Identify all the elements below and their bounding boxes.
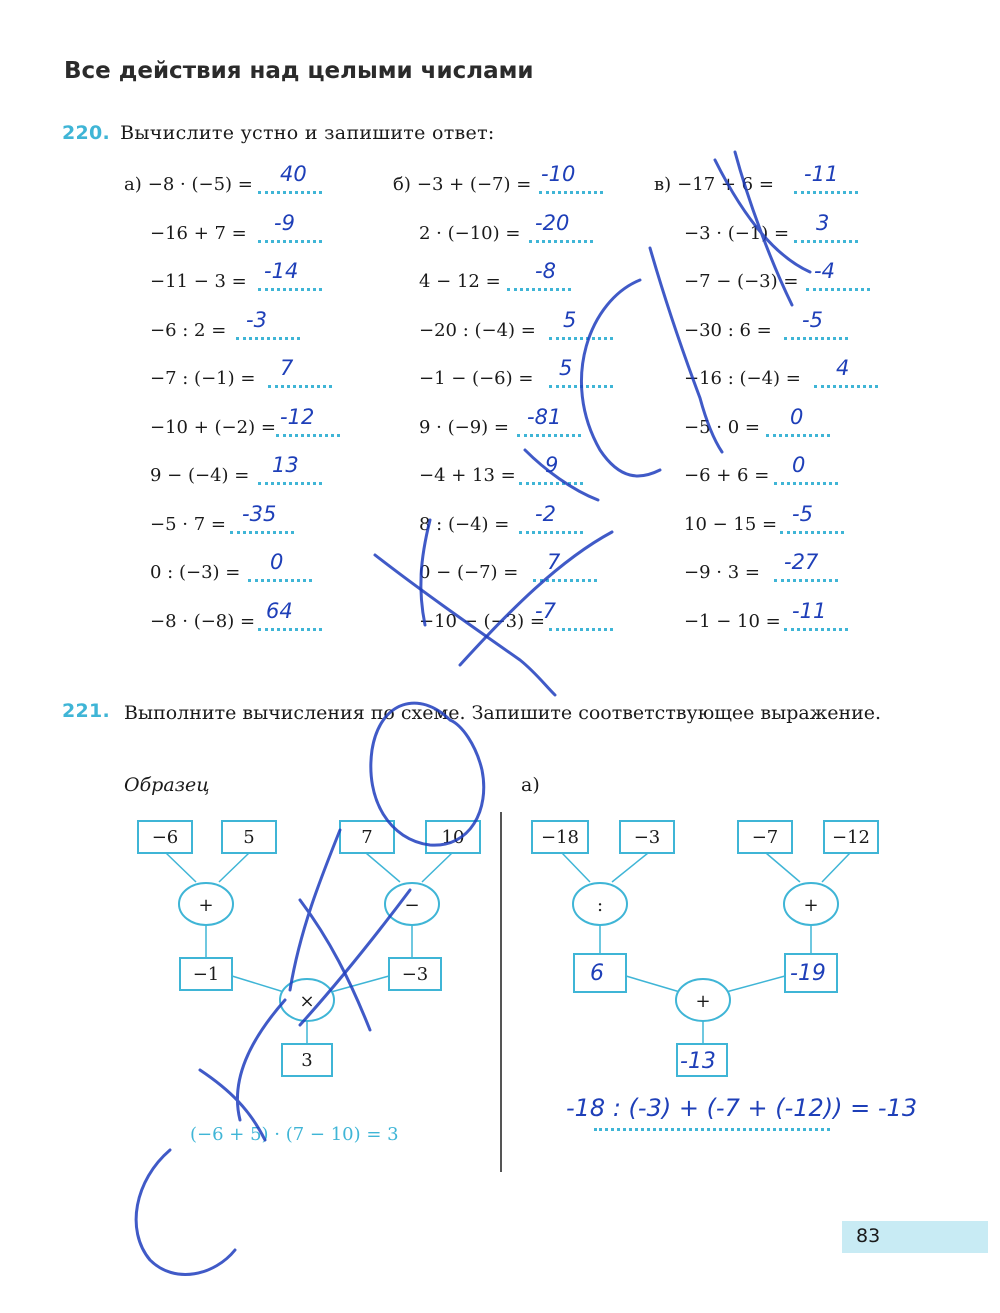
expression: −10 + (−2) =: [150, 416, 276, 438]
expression: −3 · (−1) =: [684, 222, 790, 244]
sample-label: Образец: [124, 774, 210, 796]
expression: −1 − 10 =: [684, 610, 781, 632]
expression: 10 − 15 =: [684, 513, 778, 535]
expression: −9 · 3 =: [684, 562, 760, 583]
expression: −3 + (−7) =: [416, 174, 532, 195]
part-a-op-symbol: +: [695, 991, 711, 1012]
expression: 8 : (−4) =: [419, 513, 510, 535]
handwritten-answer: -11: [804, 162, 839, 186]
expression: −8 · (−5) =: [147, 174, 253, 195]
handwritten-answer: -8: [535, 259, 556, 283]
sample-input-value: 10: [441, 827, 465, 848]
sample-input-value: 7: [361, 827, 373, 848]
part-a-op-symbol: :: [596, 895, 604, 916]
handwritten-answer: -14: [264, 259, 299, 283]
task-220-text: Вычислите устно и запишите ответ:: [120, 122, 495, 144]
handwritten-answer: 64: [266, 598, 293, 623]
sample-intermediate-value: −3: [401, 964, 429, 985]
handwritten-answer: -12: [280, 404, 315, 429]
sample-op-symbol: +: [198, 895, 214, 916]
answer-line: [594, 1128, 830, 1131]
column-prefix: в): [654, 174, 672, 195]
handwritten-answer: 40: [280, 162, 307, 186]
expression: 9 · (−9) =: [419, 416, 509, 438]
handwritten-answer: 5: [559, 356, 573, 380]
expression: −5 · 0 =: [684, 416, 760, 438]
expression: −5 · 7 =: [150, 513, 226, 535]
handwritten-expression: -18 : (-3) + (-7 + (-12)) = -13: [566, 1094, 918, 1122]
column-prefix: а): [124, 174, 142, 195]
handwritten-answer: -20: [535, 210, 570, 235]
expression: −17 + 6 =: [677, 174, 774, 195]
task-221-number: 221.: [62, 700, 111, 722]
expression: −8 · (−8) =: [150, 610, 256, 632]
expression: −30 : 6 =: [684, 319, 772, 341]
expression: 4 − 12 =: [419, 271, 501, 292]
handwritten-answer: -7: [535, 598, 556, 623]
handwritten-answer: -11: [792, 598, 827, 623]
expression: −16 : (−4) =: [684, 368, 801, 389]
handwritten-answer: 7: [547, 550, 561, 574]
page-number: 83: [856, 1225, 881, 1247]
handwritten-answer: -27: [784, 550, 819, 574]
expression: −10 − (−3) =: [419, 610, 545, 632]
part-a-op-symbol: +: [803, 895, 819, 916]
handwritten-answer: 7: [280, 356, 294, 380]
handwritten-answer: 4: [836, 356, 850, 380]
sample-input-value: 5: [243, 827, 255, 848]
handwritten-answer: 3: [816, 210, 830, 235]
sample-result-value: 3: [301, 1050, 313, 1071]
handwritten-answer: -5: [792, 501, 813, 526]
expression: 0 − (−7) =: [419, 562, 519, 583]
handwritten-answer: 9: [545, 453, 559, 477]
part-a-input-value: −3: [633, 827, 661, 848]
handwritten-answer: -10: [541, 162, 576, 186]
part-a-intermediate-value: -19: [790, 961, 826, 986]
handwritten-answer: 0: [790, 404, 804, 429]
part-a-input-value: −7: [751, 827, 779, 848]
expression: −6 + 6 =: [684, 465, 770, 486]
page-title: Все действия над целыми числами: [64, 58, 534, 84]
handwritten-answer: -81: [527, 404, 562, 429]
handwritten-answer: 0: [792, 453, 806, 477]
part-a-input-value: −18: [541, 827, 579, 848]
sample-expression: (−6 + 5) · (7 − 10) = 3: [190, 1124, 399, 1145]
handwritten-answer: -4: [814, 259, 835, 283]
handwritten-answer: 5: [563, 307, 577, 332]
expression: −7 − (−3) =: [684, 271, 799, 292]
task-221-text: Выполните вычисления по схеме. Запишите соответствующее выражение.: [124, 702, 882, 724]
expression: −6 : 2 =: [150, 319, 227, 341]
expression: 0 : (−3) =: [150, 562, 241, 583]
expression: −1 − (−6) =: [419, 368, 534, 389]
part-a-input-value: −12: [832, 827, 870, 848]
part-a-result-value: -13: [680, 1049, 716, 1074]
column-prefix: б): [393, 174, 411, 195]
expression: −7 : (−1) =: [150, 368, 256, 389]
handwritten-answer: -3: [246, 307, 267, 332]
sample-op-symbol: ×: [299, 991, 315, 1012]
handwritten-answer: -35: [242, 501, 277, 526]
expression: −4 + 13 =: [419, 465, 516, 486]
expression: 2 · (−10) =: [419, 222, 521, 244]
task-220-number: 220.: [62, 122, 111, 144]
sample-input-value: −6: [151, 827, 179, 848]
expression: −16 + 7 =: [150, 222, 247, 244]
handwritten-answer: -5: [802, 307, 823, 332]
part-a-intermediate-value: 6: [590, 961, 604, 986]
part-a-label: а): [521, 774, 540, 796]
sample-op-symbol: −: [404, 895, 420, 916]
expression: 9 − (−4) =: [150, 465, 250, 486]
handwritten-answer: 0: [270, 550, 284, 574]
handwritten-answer: -2: [535, 501, 556, 526]
expression: −20 : (−4) =: [419, 319, 536, 341]
handwritten-answer: -9: [274, 210, 295, 235]
handwritten-answer: 13: [272, 453, 299, 477]
expression: −11 − 3 =: [150, 271, 247, 292]
sample-intermediate-value: −1: [192, 964, 220, 985]
